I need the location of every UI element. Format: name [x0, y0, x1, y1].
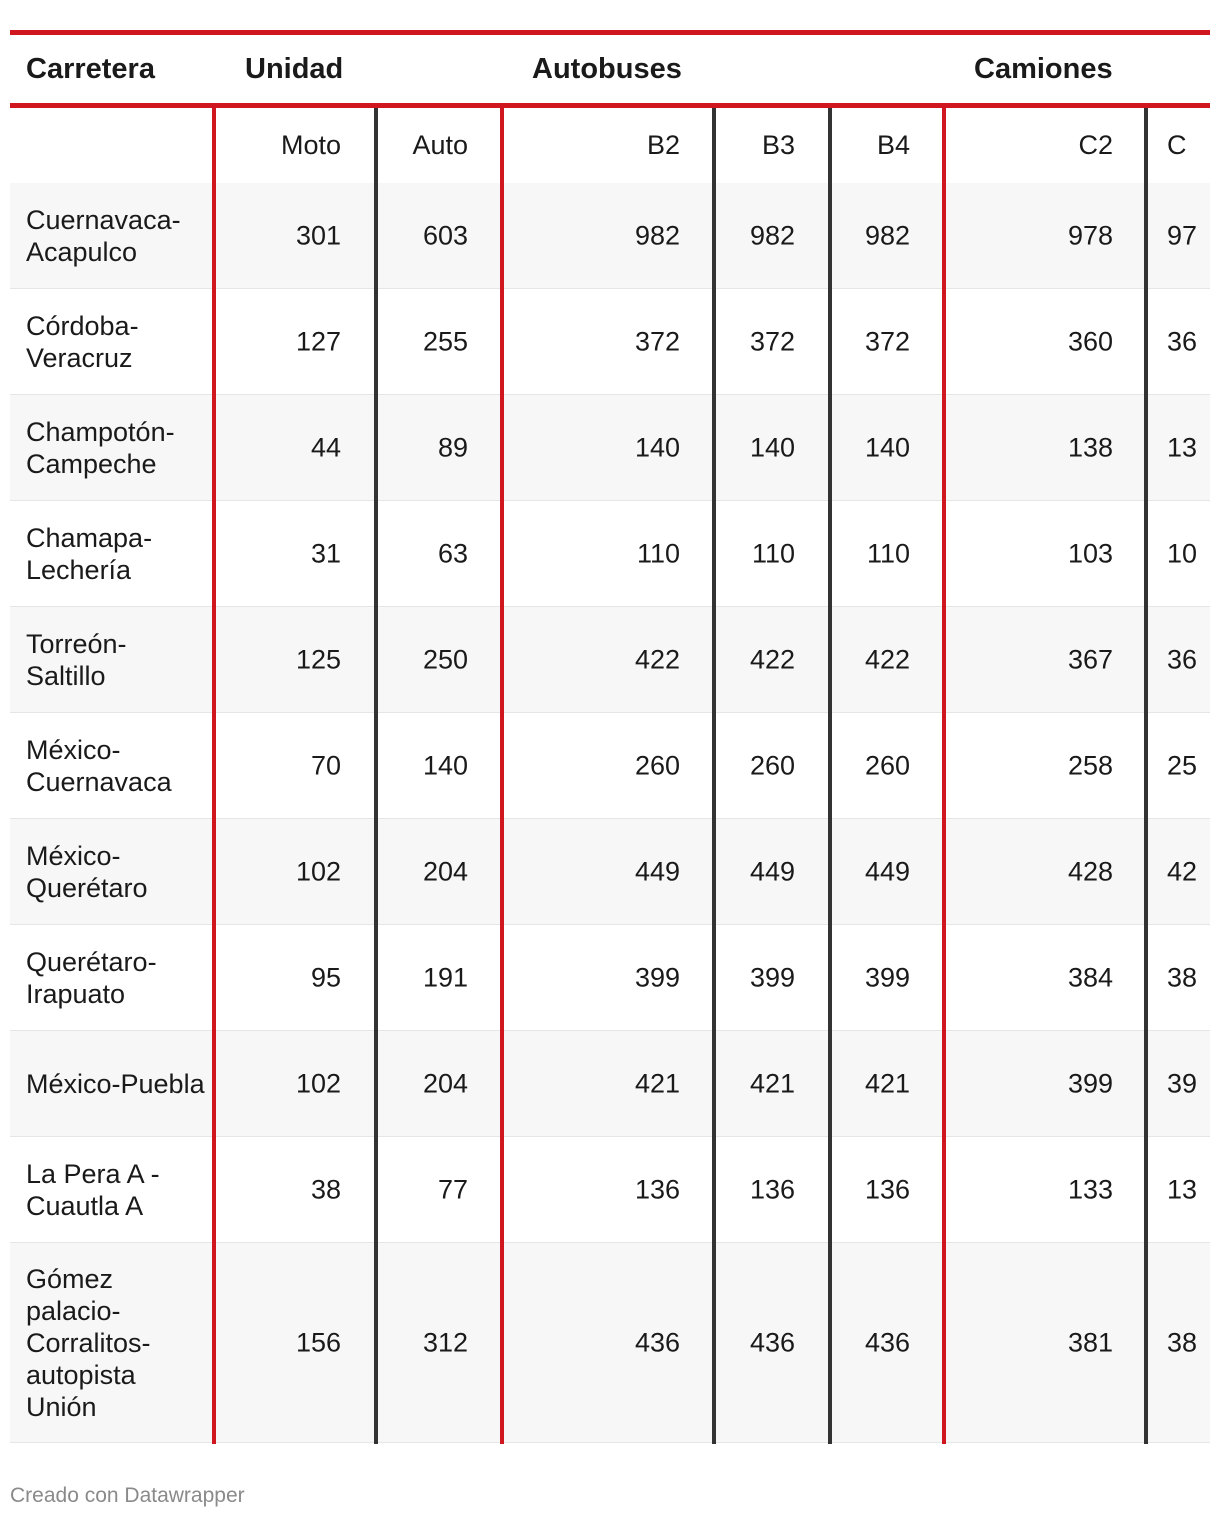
cell-carretera: Chamapa-Lechería	[26, 522, 153, 585]
divider-line	[374, 108, 378, 1444]
cell-moto: 70	[310, 750, 341, 780]
cell-b4: 136	[864, 1174, 910, 1204]
table-row	[10, 607, 1210, 713]
table-body	[10, 183, 1210, 1443]
col-header-c2[interactable]: C2	[1078, 130, 1113, 160]
cell-c3: 39	[1167, 1068, 1198, 1098]
cell-b3: 140	[749, 432, 795, 462]
cell-c3: 38	[1167, 1327, 1198, 1357]
cell-auto: 140	[422, 750, 468, 780]
cell-b4: 436	[864, 1327, 910, 1357]
cell-b2: 436	[634, 1327, 680, 1357]
cell-c2: 978	[1067, 220, 1113, 250]
divider-line	[1144, 108, 1148, 1444]
cell-carretera: Champotón-Campeche	[26, 416, 175, 479]
cell-c3: 42	[1167, 856, 1198, 886]
cell-auto: 77	[437, 1174, 468, 1204]
cell-moto: 156	[295, 1327, 341, 1357]
cell-b2: 140	[634, 432, 680, 462]
cell-b2: 372	[634, 326, 680, 356]
table-row	[10, 925, 1210, 1031]
table-row	[10, 713, 1210, 819]
cell-b3: 436	[749, 1327, 795, 1357]
divider-line	[500, 108, 504, 1444]
cell-b3: 110	[751, 538, 795, 568]
cell-auto: 191	[422, 962, 468, 992]
cell-carretera: México-Puebla	[26, 1068, 205, 1099]
cell-b4: 422	[864, 644, 910, 674]
cell-carretera: México-Cuernavaca	[26, 734, 172, 797]
cell-b4: 982	[864, 220, 910, 250]
cell-c3: 25	[1167, 750, 1198, 780]
cell-b2: 421	[634, 1068, 680, 1098]
table-row	[10, 1243, 1210, 1443]
group-header-row	[10, 35, 1210, 103]
cell-b4: 421	[864, 1068, 910, 1098]
header-unidad[interactable]: Unidad	[245, 53, 344, 85]
header-camiones[interactable]: Camiones	[974, 53, 1113, 85]
cell-b3: 422	[749, 644, 795, 674]
cell-c2: 384	[1067, 962, 1113, 992]
cell-moto: 102	[295, 1068, 341, 1098]
col-header-auto[interactable]: Auto	[412, 130, 468, 160]
col-header-b4[interactable]: B4	[876, 130, 910, 160]
cell-b2: 399	[634, 962, 680, 992]
cell-auto: 603	[422, 220, 468, 250]
col-header-c3[interactable]: C	[1167, 130, 1187, 160]
table-row	[10, 183, 1210, 289]
cell-auto: 204	[422, 1068, 468, 1098]
cell-carretera: Querétaro-Irapuato	[26, 946, 157, 1009]
cell-b3: 982	[749, 220, 795, 250]
cell-auto: 250	[422, 644, 468, 674]
table-row	[10, 819, 1210, 925]
cell-b2: 982	[634, 220, 680, 250]
cell-b2: 449	[634, 856, 680, 886]
table-row	[10, 395, 1210, 501]
cell-moto: 38	[310, 1174, 341, 1204]
cell-c3: 38	[1167, 962, 1198, 992]
cell-c2: 133	[1067, 1174, 1113, 1204]
cell-auto: 312	[422, 1327, 468, 1357]
toll-table	[10, 30, 1210, 1444]
col-header-b3[interactable]: B3	[761, 130, 795, 160]
cell-carretera: México-Querétaro	[26, 840, 148, 903]
cell-c3: 10	[1167, 538, 1198, 568]
cell-moto: 125	[295, 644, 341, 674]
table-row	[10, 289, 1210, 395]
header-carretera[interactable]: Carretera	[26, 53, 155, 85]
cell-c3: 13	[1167, 1174, 1198, 1204]
cell-b4: 110	[866, 538, 910, 568]
cell-c2: 103	[1067, 538, 1113, 568]
cell-c2: 367	[1067, 644, 1113, 674]
cell-auto: 204	[422, 856, 468, 886]
cell-b2: 260	[634, 750, 680, 780]
cell-auto: 89	[437, 432, 468, 462]
cell-carretera: Córdoba-Veracruz	[26, 310, 139, 373]
cell-carretera: Torreón-Saltillo	[26, 628, 127, 691]
cell-auto: 63	[437, 538, 468, 568]
cell-b3: 449	[749, 856, 795, 886]
cell-b3: 399	[749, 962, 795, 992]
cell-c2: 360	[1067, 326, 1113, 356]
cell-b2: 422	[634, 644, 680, 674]
cell-moto: 31	[310, 538, 341, 568]
divider-line	[942, 108, 946, 1444]
cell-auto: 255	[422, 326, 468, 356]
table-row	[10, 1031, 1210, 1137]
cell-b3: 260	[749, 750, 795, 780]
col-header-b2[interactable]: B2	[646, 130, 680, 160]
table-row	[10, 501, 1210, 607]
cell-b4: 399	[864, 962, 910, 992]
cell-carretera: Gómez palacio-Corralitos-autopista Unión	[26, 1263, 151, 1422]
cell-c2: 138	[1067, 432, 1113, 462]
divider-line	[212, 108, 216, 1444]
divider-line	[828, 108, 832, 1444]
cell-c3: 97	[1167, 220, 1198, 250]
cell-c2: 399	[1067, 1068, 1113, 1098]
cell-c3: 36	[1167, 644, 1198, 674]
cell-b2: 110	[636, 538, 680, 568]
cell-b3: 421	[749, 1068, 795, 1098]
col-header-moto[interactable]: Moto	[280, 130, 341, 160]
cell-c2: 258	[1067, 750, 1113, 780]
footer-credit[interactable]: Creado con Datawrapper	[10, 1484, 245, 1507]
cell-b2: 136	[634, 1174, 680, 1204]
cell-moto: 102	[295, 856, 341, 886]
cell-b4: 449	[864, 856, 910, 886]
table-row	[10, 1137, 1210, 1243]
cell-carretera: La Pera A - Cuautla A	[26, 1158, 160, 1221]
divider-line	[712, 108, 716, 1444]
cell-moto: 95	[310, 962, 341, 992]
cell-moto: 301	[295, 220, 341, 250]
cell-b4: 140	[864, 432, 910, 462]
header-autobuses[interactable]: Autobuses	[532, 53, 682, 85]
cell-b4: 372	[864, 326, 910, 356]
sub-header-row	[10, 108, 1210, 184]
cell-moto: 44	[310, 432, 341, 462]
cell-moto: 127	[295, 326, 341, 356]
cell-b3: 136	[749, 1174, 795, 1204]
cell-b3: 372	[749, 326, 795, 356]
cell-c2: 428	[1067, 856, 1113, 886]
cell-c3: 13	[1167, 432, 1198, 462]
cell-c2: 381	[1067, 1327, 1113, 1357]
cell-b4: 260	[864, 750, 910, 780]
cell-carretera: Cuernavaca-Acapulco	[26, 204, 181, 267]
cell-c3: 36	[1167, 326, 1198, 356]
